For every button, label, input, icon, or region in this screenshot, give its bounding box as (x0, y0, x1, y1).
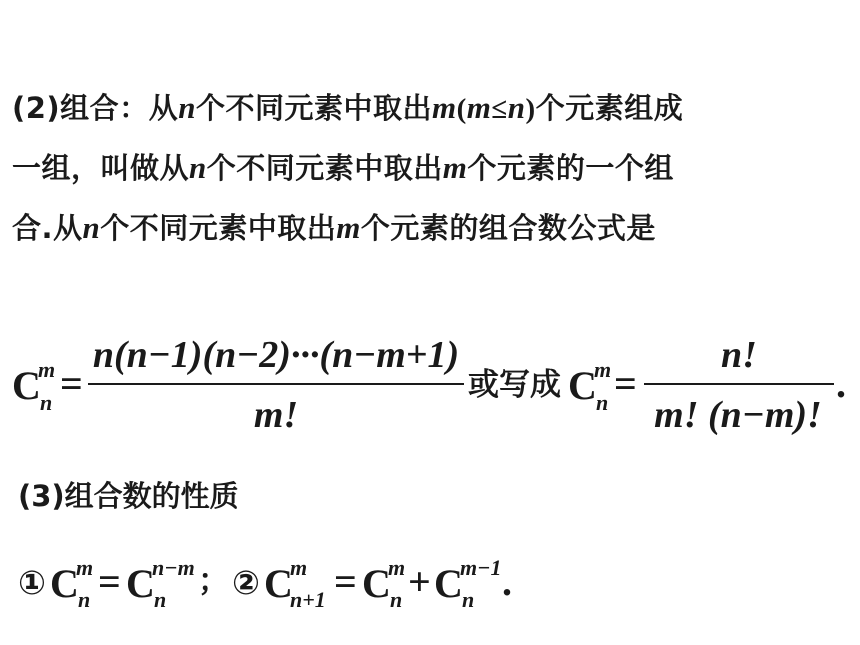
property2-marker: ② (232, 563, 260, 602)
def1-suffix: 个元素组成 (535, 91, 684, 125)
formula2-c-superscript: m (594, 357, 612, 382)
def2-suffix: 个元素的一个组 (467, 151, 674, 185)
def1-paren-open: ( (456, 93, 467, 125)
p2-equals: = (334, 559, 357, 604)
def1-var-n: n (178, 90, 196, 125)
def3-suffix: 个元素的组合数公式是 (360, 211, 656, 245)
properties-heading: (3)组合数的性质 (18, 479, 239, 513)
formula2-numerator: n! (721, 334, 757, 376)
def2-var-n: n (189, 150, 207, 185)
formula-equals: = (60, 361, 83, 406)
definition-line-1 (12, 86, 683, 127)
p1-right-c: C (126, 561, 155, 606)
def3-var-m: m (336, 210, 361, 245)
p2-c2: C (434, 561, 463, 606)
p2-sub2: n (462, 587, 475, 612)
definition-line-2 (12, 146, 674, 187)
formula2-fraction-bar (644, 383, 834, 385)
def3-prefix: 合.从 (12, 211, 83, 245)
formula-c-symbol: C (12, 363, 41, 408)
p2-left-sub-wrap (290, 589, 326, 611)
p1-right-sup: n−m (152, 555, 195, 580)
def1-paren-close: ) (525, 93, 536, 125)
p1-right-sub: n (154, 587, 167, 612)
formula-denominator: m! (253, 394, 299, 436)
formula-c-superscript: m (38, 357, 56, 382)
def3-mid: 个不同元素中取出 (100, 211, 337, 245)
p2-sup2: m−1 (460, 555, 502, 580)
definition-line-3 (12, 206, 656, 247)
property-separator: ； (198, 563, 229, 599)
p2-left-sub: n+1 (290, 587, 326, 612)
p2-sub1: n (390, 587, 403, 612)
def3-var-n: n (82, 210, 101, 245)
formula2-denominator: m! (n−m)! (654, 394, 822, 436)
p1-left-c: C (50, 561, 79, 606)
formula-or-write: 或写成 (468, 367, 561, 403)
def2-var-m: m (442, 150, 468, 185)
def1-prefix: (2)组合：从 (12, 91, 179, 125)
formula2-period: . (836, 361, 846, 406)
def1-mid: 个不同元素中取出 (195, 91, 432, 125)
def1-var-m2: m (466, 90, 492, 125)
formula2-equals: = (614, 361, 637, 406)
def1-leq: ≤ (491, 93, 508, 125)
def1-var-n2: n (507, 90, 526, 125)
p2-plus: + (408, 559, 431, 604)
p2-left-c: C (264, 561, 293, 606)
p1-left-sub: n (78, 587, 91, 612)
def1-var-m: m (431, 90, 457, 125)
formula2-c-symbol: C (568, 363, 597, 408)
formula-numerator: n(n−1)(n−2)···(n−m+1) (92, 334, 460, 376)
property1-marker: ① (18, 563, 46, 602)
p2-period: . (502, 559, 512, 604)
formula-c-subscript: n (40, 390, 53, 415)
p1-left-sup: m (76, 555, 94, 580)
formula-fraction-bar (88, 383, 464, 385)
def2-prefix: 一组，叫做从 (12, 151, 190, 185)
p2-left-sup: m (290, 555, 308, 580)
p2-c1: C (362, 561, 391, 606)
formula2-c-subscript: n (596, 390, 609, 415)
p2-sup1: m (388, 555, 406, 580)
p1-equals: = (98, 559, 121, 604)
def2-mid: 个不同元素中取出 (206, 151, 443, 185)
